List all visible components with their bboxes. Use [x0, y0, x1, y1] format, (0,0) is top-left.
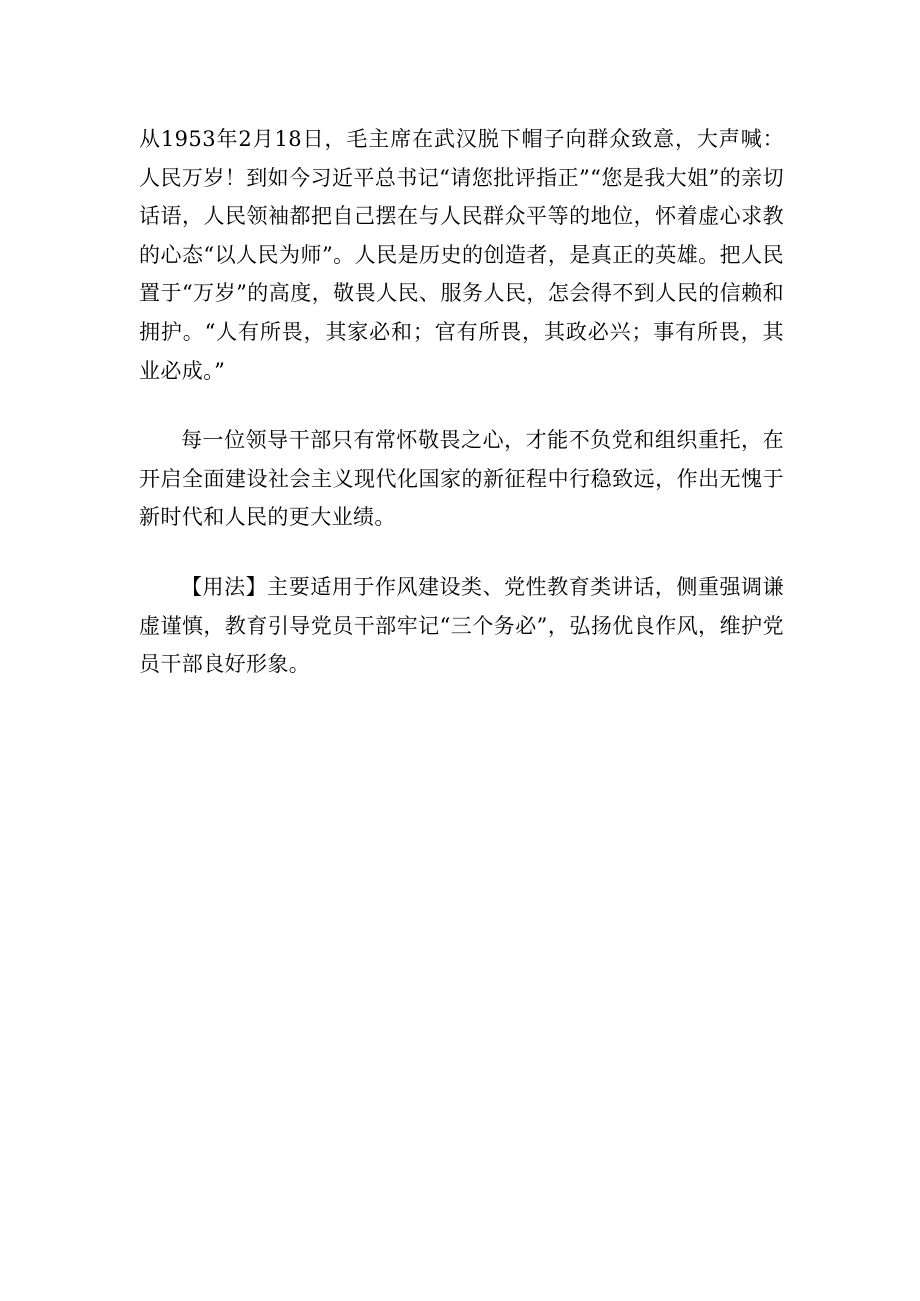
paragraph-reverence-heart: 每一位领导干部只有常怀敬畏之心，才能不负党和组织重托，在开启全面建设社会主义现代化国家的新征程中行稳致远，作出无愧于新时代和人民的更大业绩。: [139, 428, 784, 530]
paragraph-usage-note: 【用法】主要适用于作风建设类、党性教育类讲话，侧重强调谦虚谨慎，教育引导党员干部牢记“三个务必”，弘扬优良作风，维护党员干部良好形象。: [139, 574, 784, 677]
document-body: [139, 120, 784, 684]
paragraph-people-as-teachers: 从1953年2月18日，毛主席在武汉脱下帽子向群众致意，大声喊：人民万岁！到如今习近平总书记“请您批评指正”“您是我大姐”的亲切话语，人民领袖都把自己摆在与人民群众平等的地位，怀着虚心求教的心态“以人民为师”。人民是历史的创造者，是真正的英雄。把人民置于“万岁”的高度，敬畏人民、服务人民，怎会得不到人民的信赖和拥护。“人有所畏，其家必和；官有所畏，其政必兴；事有所畏，其业必成。”: [139, 127, 784, 383]
